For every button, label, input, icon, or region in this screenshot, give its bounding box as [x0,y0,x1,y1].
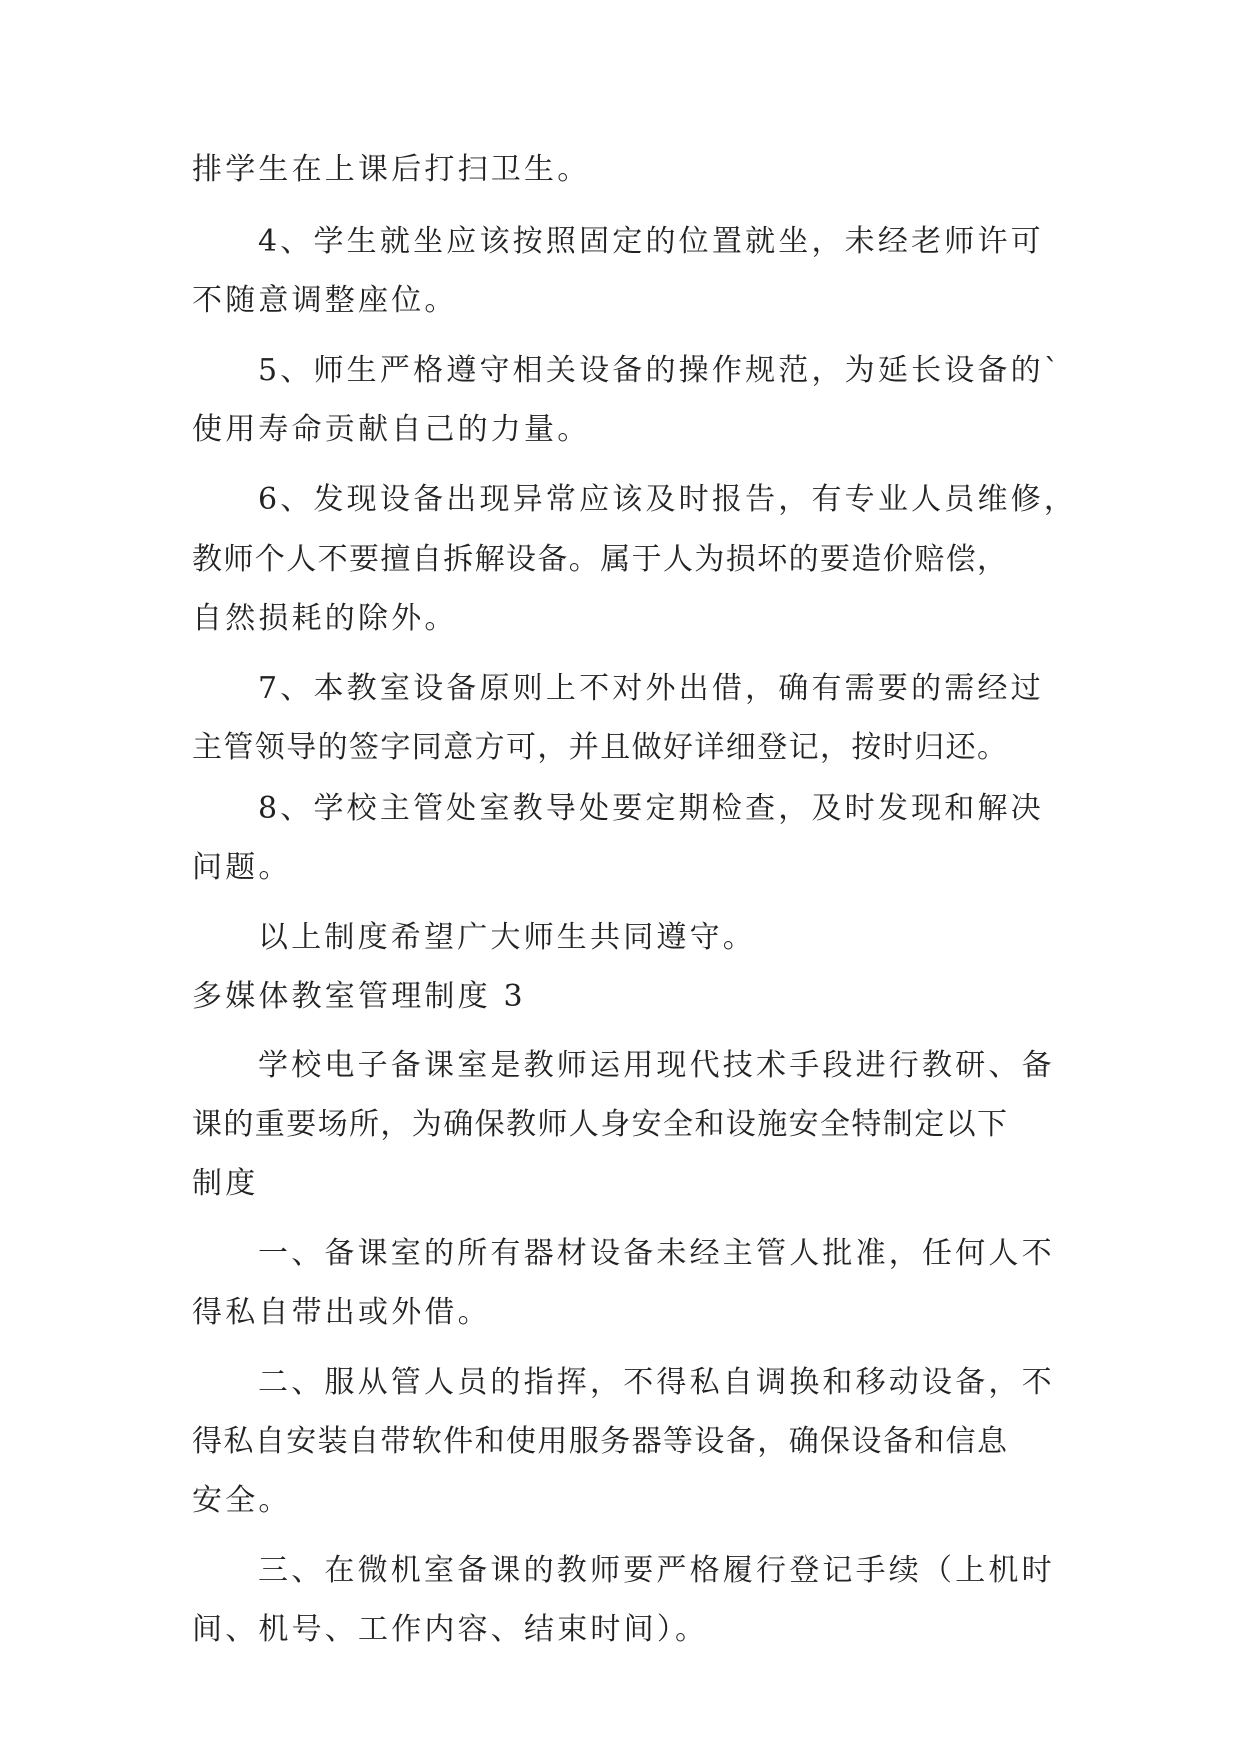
body-line: 三、在微机室备课的教师要严格履行登记手续（上机时 [258,1553,1055,1588]
body-line: 主管领导的签字同意方可，并且做好详细登记，按时归还。 [192,730,1009,765]
body-line: 二、服从管人员的指挥，不得私自调换和移动设备，不 [258,1365,1055,1400]
body-line: 自然损耗的除外。 [192,601,458,636]
body-line: 学校电子备课室是教师运用现代技术手段进行教研、备 [258,1048,1055,1083]
body-line: 8、学校主管处室教导处要定期检查，及时发现和解决 [258,791,1044,826]
body-line: 得私自安装自带软件和使用服务器等设备，确保设备和信息 [192,1424,1009,1459]
body-line: 使用寿命贡献自己的力量。 [192,412,591,447]
body-line: 制度 [192,1166,259,1201]
body-line: 排学生在上课后打扫卫生。 [192,152,591,187]
body-line: 6、发现设备出现异常应该及时报告，有专业人员维修， [258,482,1078,517]
section-heading: 多媒体教室管理制度 3 [192,979,526,1014]
body-line: 间、机号、工作内容、结束时间）。 [192,1612,709,1647]
body-line: 4、学生就坐应该按照固定的位置就坐，未经老师许可 [258,224,1044,259]
body-line: 教师个人不要擅自拆解设备。属于人为损坏的要造价赔偿， [192,542,1009,577]
body-line: 不随意调整座位。 [192,283,458,318]
body-line: 课的重要场所，为确保教师人身安全和设施安全特制定以下 [192,1107,1009,1142]
body-line: 以上制度希望广大师生共同遵守。 [258,920,756,955]
body-line: 得私自带出或外借。 [192,1295,491,1330]
body-line: 安全。 [192,1483,292,1518]
body-line: 7、本教室设备原则上不对外出借，确有需要的需经过 [258,671,1044,706]
body-line: 5、师生严格遵守相关设备的操作规范，为延长设备的` [258,353,1063,388]
body-line: 一、备课室的所有器材设备未经主管人批准，任何人不 [258,1236,1055,1271]
body-line: 问题。 [192,850,292,885]
